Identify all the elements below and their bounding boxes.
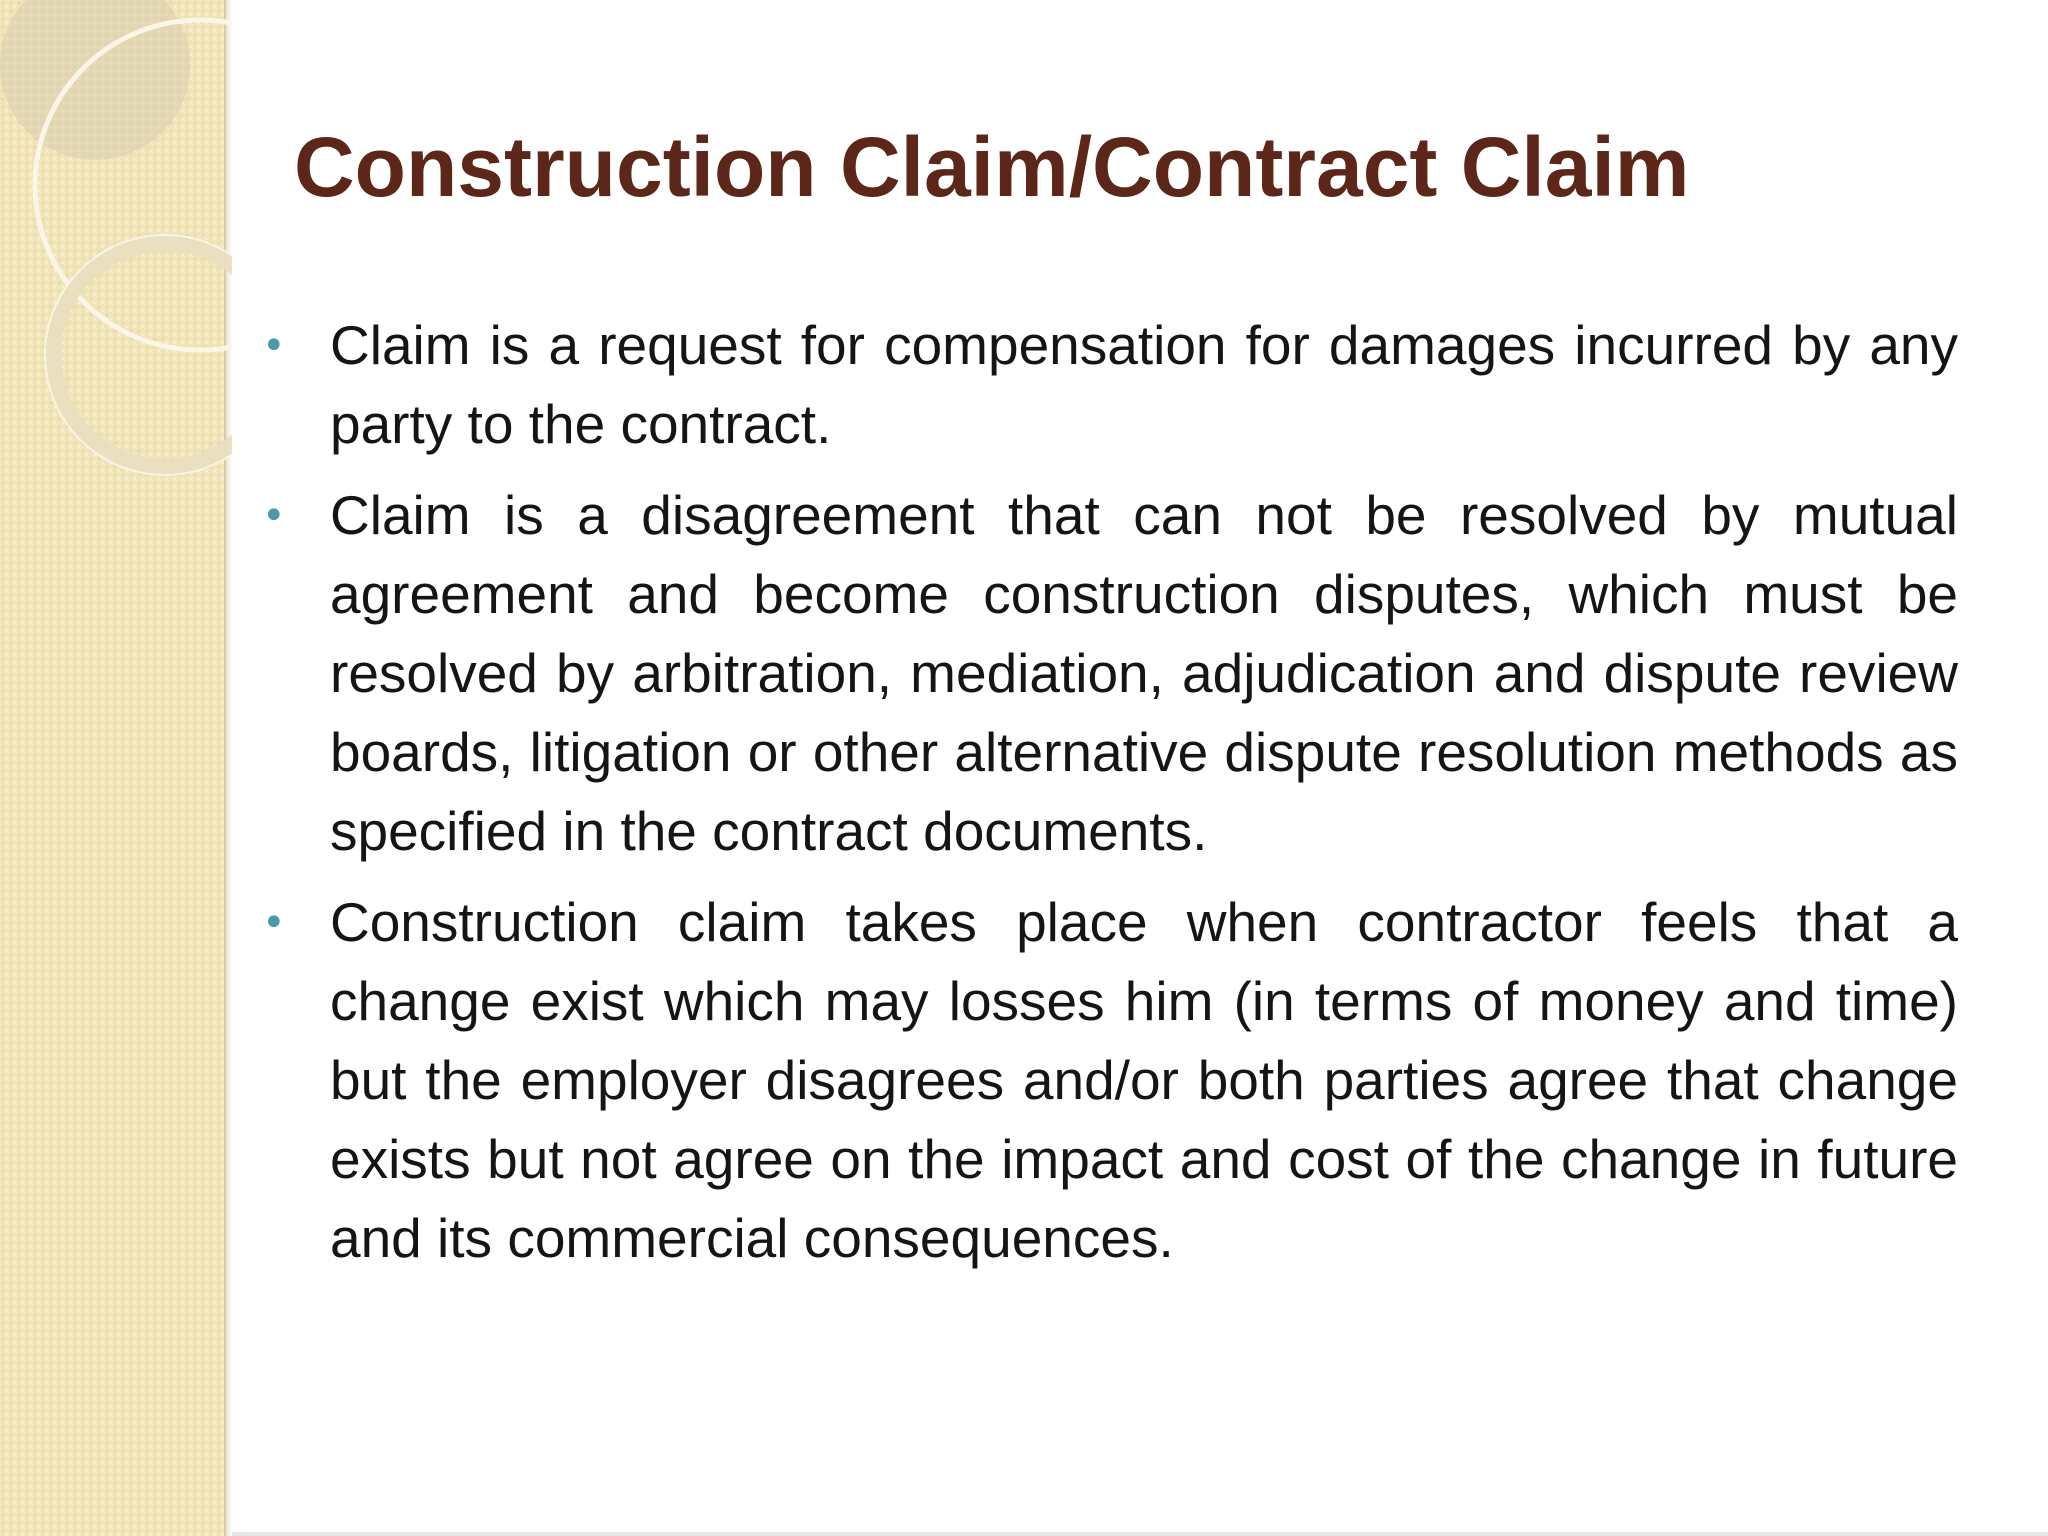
small-ring-highlight — [45, 235, 232, 475]
decorative-rings-icon — [0, 0, 232, 500]
bullet-text: Claim is a request for compensation for damages incurred by any party to the contract. — [330, 314, 1958, 455]
bullet-dot-icon: • — [262, 493, 286, 539]
bullet-dot-icon: • — [262, 323, 286, 369]
bullet-dot-icon: • — [262, 900, 286, 946]
bullet-item-claim-disagreement — [258, 476, 1958, 871]
bullet-item-claim-definition — [258, 306, 1958, 464]
bullet-list — [258, 306, 1958, 1290]
bullet-text: Construction claim takes place when contractor feels that a change exist which may losses him (in terms of money and time) but the employer disagrees and/or both parties agree that change exists but not agree on the impact and cost of the change in future and its commercial consequences. — [330, 891, 1958, 1269]
slide-title: Construction Claim/Contract Claim — [294, 120, 1690, 214]
small-ring — [53, 243, 232, 467]
bullet-item-construction-claim — [258, 883, 1958, 1278]
bullet-text: Claim is a disagreement that can not be resolved by mutual agreement and become construction disputes, which must be resolved by arbitration, mediation, adjudication and dispute review boards, litigation or other alternative dispute resolution methods as specified in the contract documents. — [330, 484, 1958, 862]
bottom-border — [232, 1532, 2048, 1536]
